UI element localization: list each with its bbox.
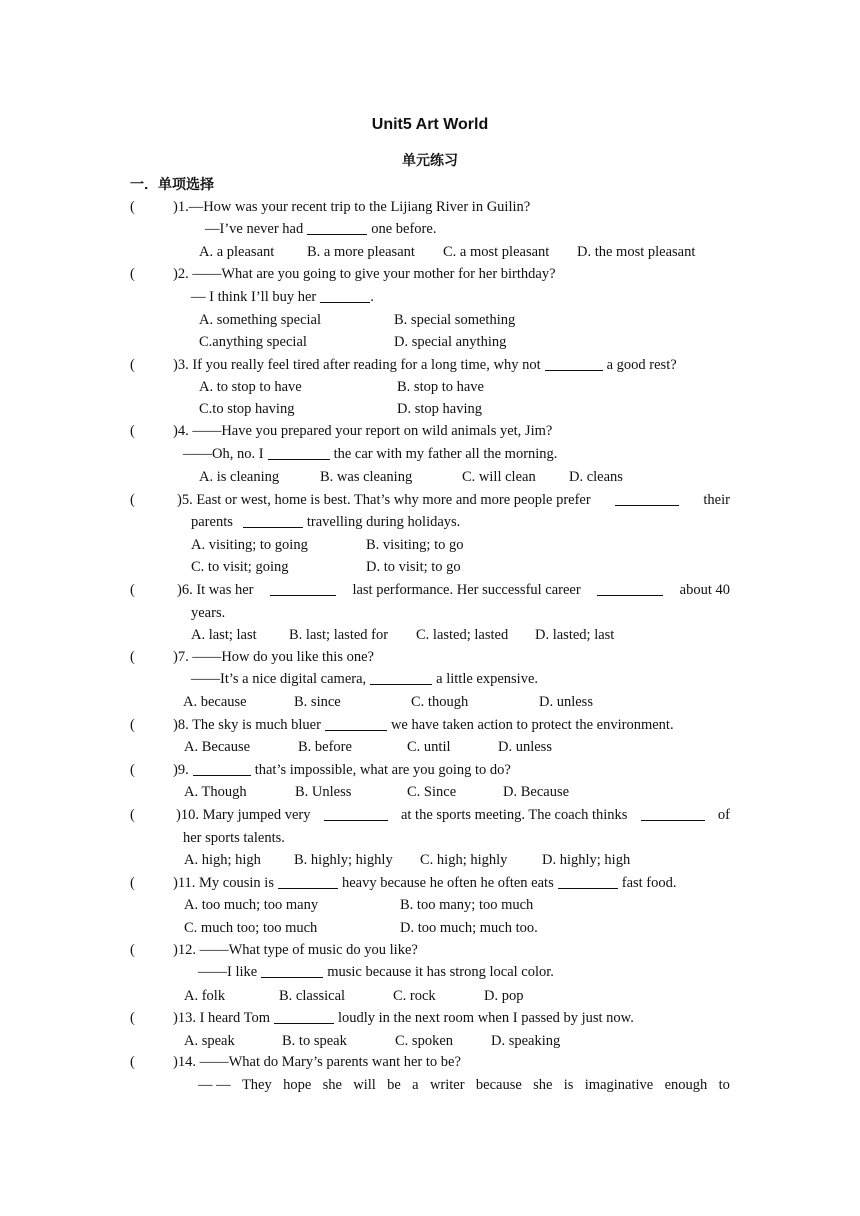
document-subtitle: 单元练习 <box>402 153 458 169</box>
answer-paren: ( <box>130 762 135 778</box>
question-12-option-a: A. folk <box>184 988 226 1004</box>
answer-blank <box>320 288 370 303</box>
question-5-option-c: C. to visit; going <box>191 559 289 575</box>
question-3-option-c: C.to stop having <box>199 401 295 417</box>
answer-blank <box>597 581 663 596</box>
question-13-option-a: A. speak <box>184 1033 235 1049</box>
answer-paren: ( <box>130 649 135 665</box>
answer-blank <box>641 806 705 821</box>
question-1-option-c: C. a most pleasant <box>443 244 550 260</box>
question-10-option-c: C. high; highly <box>420 852 508 868</box>
question-7-stem: )7. ——How do you like this one? <box>173 649 374 665</box>
question-6-stem: )6. It was her last performance. Her successful career about 40 <box>177 582 730 598</box>
question-5-line2: parents travelling during holidays. <box>191 514 461 530</box>
question-8-option-d: D. unless <box>498 739 552 755</box>
answer-paren: ( <box>130 492 135 508</box>
answer-blank <box>545 356 603 371</box>
question-8-stem: )8. The sky is much bluer we have taken action to protect the environment. <box>173 717 674 733</box>
answer-blank <box>274 1009 334 1024</box>
question-4-option-a: A. is cleaning <box>199 469 280 485</box>
question-4-option-b: B. was cleaning <box>320 469 413 485</box>
answer-blank <box>370 670 432 685</box>
question-10-option-a: A. high; high <box>184 852 261 868</box>
question-12-option-b: B. classical <box>279 988 346 1004</box>
question-7-line2: ——It’s a nice digital camera, a little expensive. <box>191 671 539 687</box>
question-4-option-c: C. will clean <box>462 469 536 485</box>
answer-blank <box>268 445 330 460</box>
question-1-stem: )1.—How was your recent trip to the Lijiang River in Guilin? <box>173 199 531 215</box>
question-12-option-c: C. rock <box>393 988 436 1004</box>
question-10-option-d: D. highly; high <box>542 852 631 868</box>
question-7-option-a: A. because <box>183 694 247 710</box>
question-10-option-b: B. highly; highly <box>294 852 393 868</box>
question-6-option-d: D. lasted; last <box>535 627 615 643</box>
question-9-option-a: A. Though <box>184 784 247 800</box>
question-8-option-c: C. until <box>407 739 451 755</box>
question-10-stem: )10. Mary jumped very at the sports meeting. The coach thinks of <box>176 807 730 823</box>
answer-blank <box>261 963 323 978</box>
question-6-option-b: B. last; lasted for <box>289 627 389 643</box>
question-2-option-d: D. special anything <box>394 334 507 350</box>
answer-paren: ( <box>130 199 135 215</box>
question-9-option-b: B. Unless <box>295 784 352 800</box>
question-3-stem: )3. If you really feel tired after reading for a long time, why not a good rest? <box>173 357 677 373</box>
answer-blank <box>558 874 618 889</box>
question-5-option-d: D. to visit; to go <box>366 559 461 575</box>
answer-paren: ( <box>130 357 135 373</box>
question-6-option-c: C. lasted; lasted <box>416 627 509 643</box>
question-5-option-b: B. visiting; to go <box>366 537 464 553</box>
answer-paren: ( <box>130 807 135 823</box>
question-3-option-a: A. to stop to have <box>199 379 302 395</box>
question-11-option-b: B. too many; too much <box>400 897 534 913</box>
answer-paren: ( <box>130 266 135 282</box>
answer-paren: ( <box>130 875 135 891</box>
question-9-stem: )9. that’s impossible, what are you going to do? <box>173 762 511 778</box>
question-14-stem: )14. ——What do Mary’s parents want her to be? <box>173 1054 461 1070</box>
question-2-option-a: A. something special <box>199 312 322 328</box>
question-1-option-a: A. a pleasant <box>199 244 275 260</box>
question-8-option-a: A. Because <box>184 739 251 755</box>
question-2-line2: — I think I’ll buy her . <box>191 289 374 305</box>
question-5-option-a: A. visiting; to going <box>191 537 308 553</box>
answer-paren: ( <box>130 1054 135 1070</box>
question-9-option-c: C. Since <box>407 784 457 800</box>
question-8-option-b: B. before <box>298 739 352 755</box>
question-13-option-c: C. spoken <box>395 1033 453 1049</box>
question-13-option-d: D. speaking <box>491 1033 561 1049</box>
answer-paren: ( <box>130 423 135 439</box>
question-10-line2: her sports talents. <box>183 830 285 846</box>
question-3-option-d: D. stop having <box>397 401 482 417</box>
question-12-line2: ——I like music because it has strong local color. <box>198 964 554 980</box>
question-6-option-a: A. last; last <box>191 627 257 643</box>
answer-blank <box>243 513 303 528</box>
answer-paren: ( <box>130 717 135 733</box>
question-12-stem: )12. ——What type of music do you like? <box>173 942 418 958</box>
answer-blank <box>278 874 338 889</box>
question-1-option-b: B. a more pleasant <box>307 244 415 260</box>
question-2-option-b: B. special something <box>394 312 516 328</box>
question-11-option-c: C. much too; too much <box>184 920 318 936</box>
question-7-option-c: C. though <box>411 694 469 710</box>
answer-blank <box>307 220 367 235</box>
question-2-stem: )2. ——What are you going to give your mother for her birthday? <box>173 266 556 282</box>
question-11-stem: )11. My cousin is heavy because he often he often eats fast food. <box>173 875 677 891</box>
question-3-option-b: B. stop to have <box>397 379 484 395</box>
section-heading: 一．单项选择 <box>130 177 214 193</box>
question-11-option-d: D. too much; much too. <box>400 920 538 936</box>
answer-paren: ( <box>130 1010 135 1026</box>
question-11-option-a: A. too much; too many <box>184 897 319 913</box>
question-6-line2: years. <box>191 605 226 621</box>
question-7-option-b: B. since <box>294 694 341 710</box>
question-14-line2: — — They hope she will be a writer because she is imaginative enough to <box>198 1077 730 1093</box>
answer-paren: ( <box>130 942 135 958</box>
answer-blank <box>325 716 387 731</box>
answer-blank <box>324 806 388 821</box>
question-4-stem: )4. ——Have you prepared your report on wild animals yet, Jim? <box>173 423 553 439</box>
answer-blank <box>270 581 336 596</box>
question-2-option-c: C.anything special <box>199 334 307 350</box>
question-1-line2: —I’ve never had one before. <box>205 221 437 237</box>
answer-blank <box>193 761 251 776</box>
question-9-option-d: D. Because <box>503 784 570 800</box>
answer-paren: ( <box>130 582 135 598</box>
question-7-option-d: D. unless <box>539 694 593 710</box>
question-4-line2: ——Oh, no. I the car with my father all the morning. <box>183 446 558 462</box>
question-4-option-d: D. cleans <box>569 469 623 485</box>
answer-blank <box>615 491 679 506</box>
question-5-stem: )5. East or west, home is best. That’s why more and more people prefer their <box>177 492 730 508</box>
question-13-option-b: B. to speak <box>282 1033 347 1049</box>
question-12-option-d: D. pop <box>484 988 524 1004</box>
question-13-stem: )13. I heard Tom loudly in the next room when I passed by just now. <box>173 1010 634 1026</box>
document-title: Unit5 Art World <box>371 116 489 133</box>
question-1-option-d: D. the most pleasant <box>577 244 696 260</box>
